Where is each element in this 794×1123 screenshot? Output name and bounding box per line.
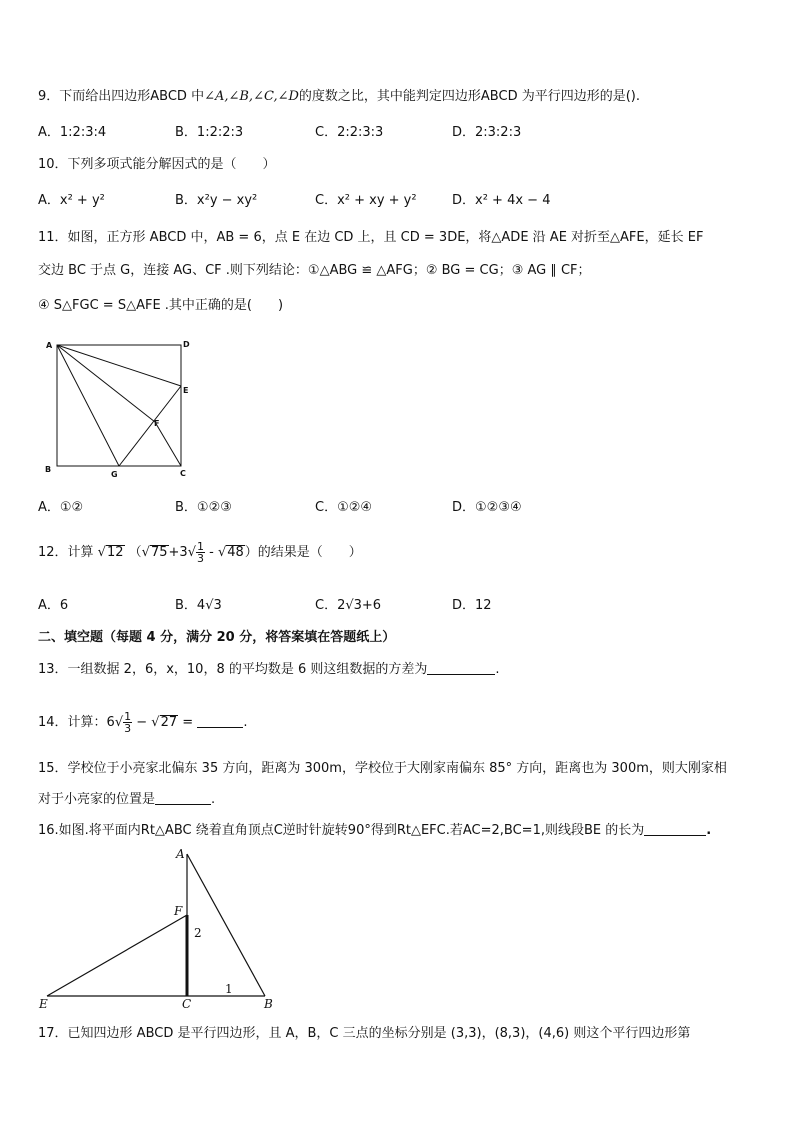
- question-15-line-1: 15．学校位于小亮家北偏东 35 方向，距离为 300m，学校位于大刚家南偏东 85° 方向，距离也为 300m，则大刚家相: [38, 761, 727, 776]
- segment-af: [57, 345, 155, 422]
- option-b: B．①②③: [175, 500, 232, 515]
- label-b: B: [264, 997, 273, 1011]
- label-f: F: [174, 904, 183, 918]
- label-d: D: [183, 340, 190, 349]
- segment-fc: [155, 422, 181, 466]
- option-b: B．4√3: [175, 598, 222, 613]
- option-a: A．①②: [38, 500, 84, 515]
- question-11-line-1: 11．如图，正方形 ABCD 中，AB = 6，点 E 在边 CD 上，且 CD = 3DE，将△ADE 沿 AE 对折至△AFE，延长 EF: [38, 230, 704, 245]
- triangle-figure: [34, 842, 284, 1014]
- label-length-1: 1: [225, 982, 233, 996]
- option-a: A．6: [38, 598, 69, 613]
- label-g: G: [111, 470, 118, 479]
- option-c: C．x² + xy + y²: [315, 193, 417, 208]
- question-10-options: [38, 192, 758, 210]
- fraction: $\frac{1}{3}$: [124, 710, 132, 735]
- option-d: D．①②③④: [452, 500, 522, 515]
- segment-eg: [119, 386, 181, 466]
- square-abcd: [57, 345, 181, 466]
- fraction: $\frac{1}{3}$: [196, 540, 204, 565]
- label-e: E: [183, 386, 189, 395]
- option-a: A．1:2:3:4: [38, 125, 107, 140]
- question-10: 10．下列多项式能分解因式的是（ ）: [38, 157, 276, 172]
- option-d: D．x² + 4x − 4: [452, 193, 551, 208]
- question-11-line-2: 交边 BC 于点 G，连接 AG、CF .则下列结论：①△ABG ≌ △AFG；② BG = CG；③ AG ∥ CF；: [38, 263, 591, 278]
- answer-blank: [644, 822, 706, 836]
- answer-blank: [197, 714, 243, 728]
- question-11-options: [38, 499, 758, 517]
- section-heading: 二、填空题（每题 4 分，满分 20 分，将答案填在答题纸上）: [38, 630, 396, 645]
- question-15-line-2: 对于小亮家的位置是 .: [38, 792, 216, 807]
- question-9: 9．下而给出四边形ABCD 中∠A,∠B,∠C,∠D的度数之比，其中能判定四边形ABCD 为平行四边形的是().: [38, 89, 640, 104]
- option-b: B．x²y − xy²: [175, 193, 258, 208]
- angle-list: ∠A,∠B,∠C,∠D: [204, 89, 299, 104]
- option-b: B．1:2:2:3: [175, 125, 244, 140]
- segment-ae: [57, 345, 181, 386]
- label-a: A: [46, 341, 53, 350]
- label-a: A: [176, 847, 185, 861]
- square-figure: [40, 336, 200, 481]
- label-c: C: [182, 997, 192, 1011]
- answer-blank: [427, 661, 495, 675]
- option-c: C．2√3+6: [315, 598, 382, 613]
- question-16: 16.如图.将平面内Rt△ABC 绕着直角顶点C逆时针旋转90°得到Rt△EFC.若AC=2,BC=1,则线段BE 的长为 .: [38, 823, 712, 838]
- question-12-options: [38, 597, 758, 615]
- answer-blank: [155, 791, 211, 805]
- label-f: F: [154, 419, 160, 428]
- segment-ab: [187, 854, 265, 996]
- label-b: B: [45, 465, 52, 474]
- option-d: D．2:3:2:3: [452, 125, 522, 140]
- segment-ag: [57, 345, 119, 466]
- label-e: E: [39, 997, 48, 1011]
- segment-fe: [47, 915, 187, 996]
- option-a: A．x² + y²: [38, 193, 105, 208]
- question-12: 12．计算 √12 （√75+3√ $\frac{1}{3}$ - √48）的结果是（ ）: [38, 540, 362, 565]
- option-d: D．12: [452, 598, 492, 613]
- question-11-line-3: ④ S△FGC = S△AFE .其中正确的是( ): [38, 298, 284, 313]
- question-9-options: [38, 124, 758, 142]
- question-14: 14．计算：6√ $\frac{1}{3}$ − √27 = .: [38, 710, 248, 735]
- label-length-2: 2: [194, 926, 202, 940]
- label-c: C: [180, 469, 186, 478]
- question-17: 17．已知四边形 ABCD 是平行四边形，且 A，B，C 三点的坐标分别是 (3,3)，(8,3)，(4,6) 则这个平行四边形第: [38, 1026, 691, 1041]
- option-c: C．2:2:3:3: [315, 125, 384, 140]
- option-c: C．①②④: [315, 500, 373, 515]
- question-13: 13．一组数据 2，6，x，10，8 的平均数是 6 则这组数据的方差为 .: [38, 662, 500, 677]
